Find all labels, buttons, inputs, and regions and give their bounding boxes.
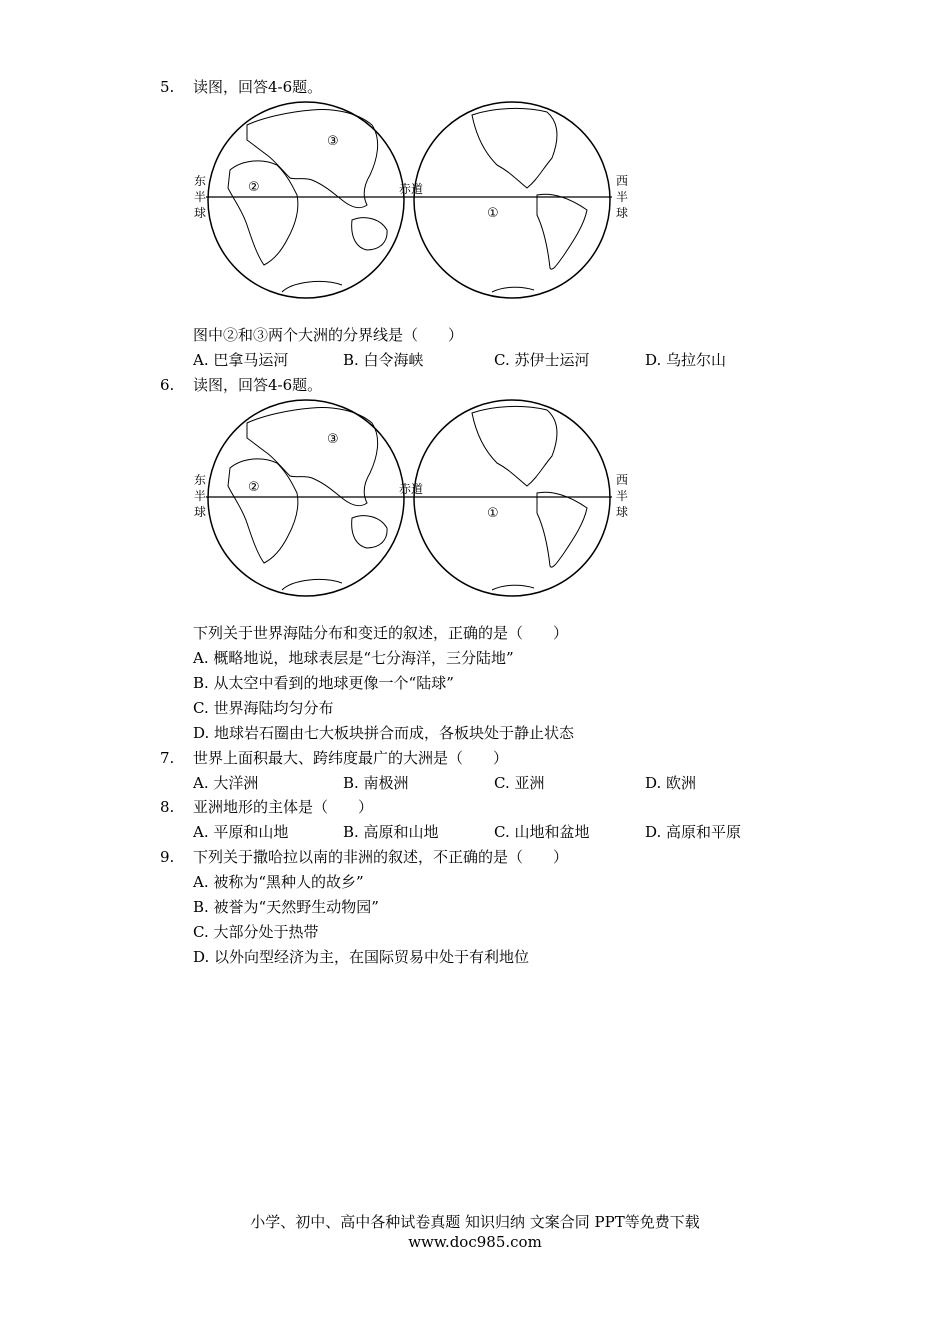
footer-text: 小学、初中、高中各种试卷真题 知识归纳 文案合同 PPT等免费下载 xyxy=(250,1213,700,1231)
option-b: B. 从太空中看到的地球更像一个“陆球” xyxy=(193,674,454,692)
question-text: 世界上面积最大、跨纬度最广的大洲是（ ） xyxy=(193,749,509,767)
question-stem: 读图，回答4-6题。 xyxy=(193,376,323,394)
mark-2: ② xyxy=(248,180,260,195)
option-d: D. 欧洲 xyxy=(645,774,697,792)
world-hemispheres-map-2 xyxy=(192,398,632,603)
option-d: D. 乌拉尔山 xyxy=(645,351,727,369)
question-number: 6. xyxy=(160,376,175,394)
east-label-3: 球 xyxy=(194,206,207,220)
mark-3: ③ xyxy=(327,432,339,447)
equator-label: 赤道 xyxy=(399,482,424,496)
world-hemispheres-map xyxy=(192,100,632,305)
equator-label: 赤道 xyxy=(399,182,424,196)
option-a: A. 概略地说，地球表层是“七分海洋，三分陆地” xyxy=(193,649,514,667)
mark-2: ② xyxy=(248,480,260,495)
footer-url[interactable]: www.doc985.com xyxy=(408,1233,542,1251)
east-label-2: 半 xyxy=(194,489,207,503)
option-d: D. 地球岩石圈由七大板块拼合而成，各板块处于静止状态 xyxy=(193,724,575,742)
option-c: C. 苏伊士运河 xyxy=(494,351,590,369)
option-a: A. 平原和山地 xyxy=(193,823,289,841)
east-label-2: 半 xyxy=(194,190,207,204)
mark-3: ③ xyxy=(327,134,339,149)
option-c: C. 大部分处于热带 xyxy=(193,923,319,941)
western-hemisphere-outline xyxy=(414,400,610,596)
question-stem: 读图，回答4-6题。 xyxy=(193,78,323,96)
mark-1: ① xyxy=(487,506,499,521)
option-b: B. 白令海峡 xyxy=(343,351,424,369)
option-b: B. 被誉为“天然野生动物园” xyxy=(193,898,379,916)
mark-1: ① xyxy=(487,206,499,221)
option-a: A. 巴拿马运河 xyxy=(193,351,289,369)
eastern-hemisphere-outline xyxy=(208,400,404,596)
west-label-1: 西 xyxy=(616,473,629,487)
option-a: A. 大洋洲 xyxy=(193,774,259,792)
west-label-3: 球 xyxy=(616,206,629,220)
west-label-3: 球 xyxy=(616,505,629,519)
option-a: A. 被称为“黑种人的故乡” xyxy=(193,873,364,891)
western-hemisphere-outline xyxy=(414,102,610,298)
option-c: C. 亚洲 xyxy=(494,774,545,792)
question-number: 5. xyxy=(160,78,175,96)
option-d: D. 以外向型经济为主，在国际贸易中处于有利地位 xyxy=(193,948,530,966)
question-number: 9. xyxy=(160,848,175,866)
east-label-1: 东 xyxy=(194,174,207,188)
option-c: C. 山地和盆地 xyxy=(494,823,590,841)
option-b: B. 南极洲 xyxy=(343,774,409,792)
question-text: 图中②和③两个大洲的分界线是（ ） xyxy=(193,326,464,344)
option-d: D. 高原和平原 xyxy=(645,823,742,841)
west-label-2: 半 xyxy=(616,489,629,503)
west-label-2: 半 xyxy=(616,190,629,204)
question-text: 亚洲地形的主体是（ ） xyxy=(193,798,374,816)
option-b: B. 高原和山地 xyxy=(343,823,439,841)
eastern-hemisphere-outline xyxy=(208,102,404,298)
option-c: C. 世界海陆均匀分布 xyxy=(193,699,334,717)
question-number: 7. xyxy=(160,749,175,767)
question-text: 下列关于世界海陆分布和变迁的叙述，正确的是（ ） xyxy=(193,624,569,642)
west-label-1: 西 xyxy=(616,174,629,188)
east-label-3: 球 xyxy=(194,505,207,519)
question-number: 8. xyxy=(160,798,175,816)
question-text: 下列关于撒哈拉以南的非洲的叙述，不正确的是（ ） xyxy=(193,848,569,866)
east-label-1: 东 xyxy=(194,473,207,487)
